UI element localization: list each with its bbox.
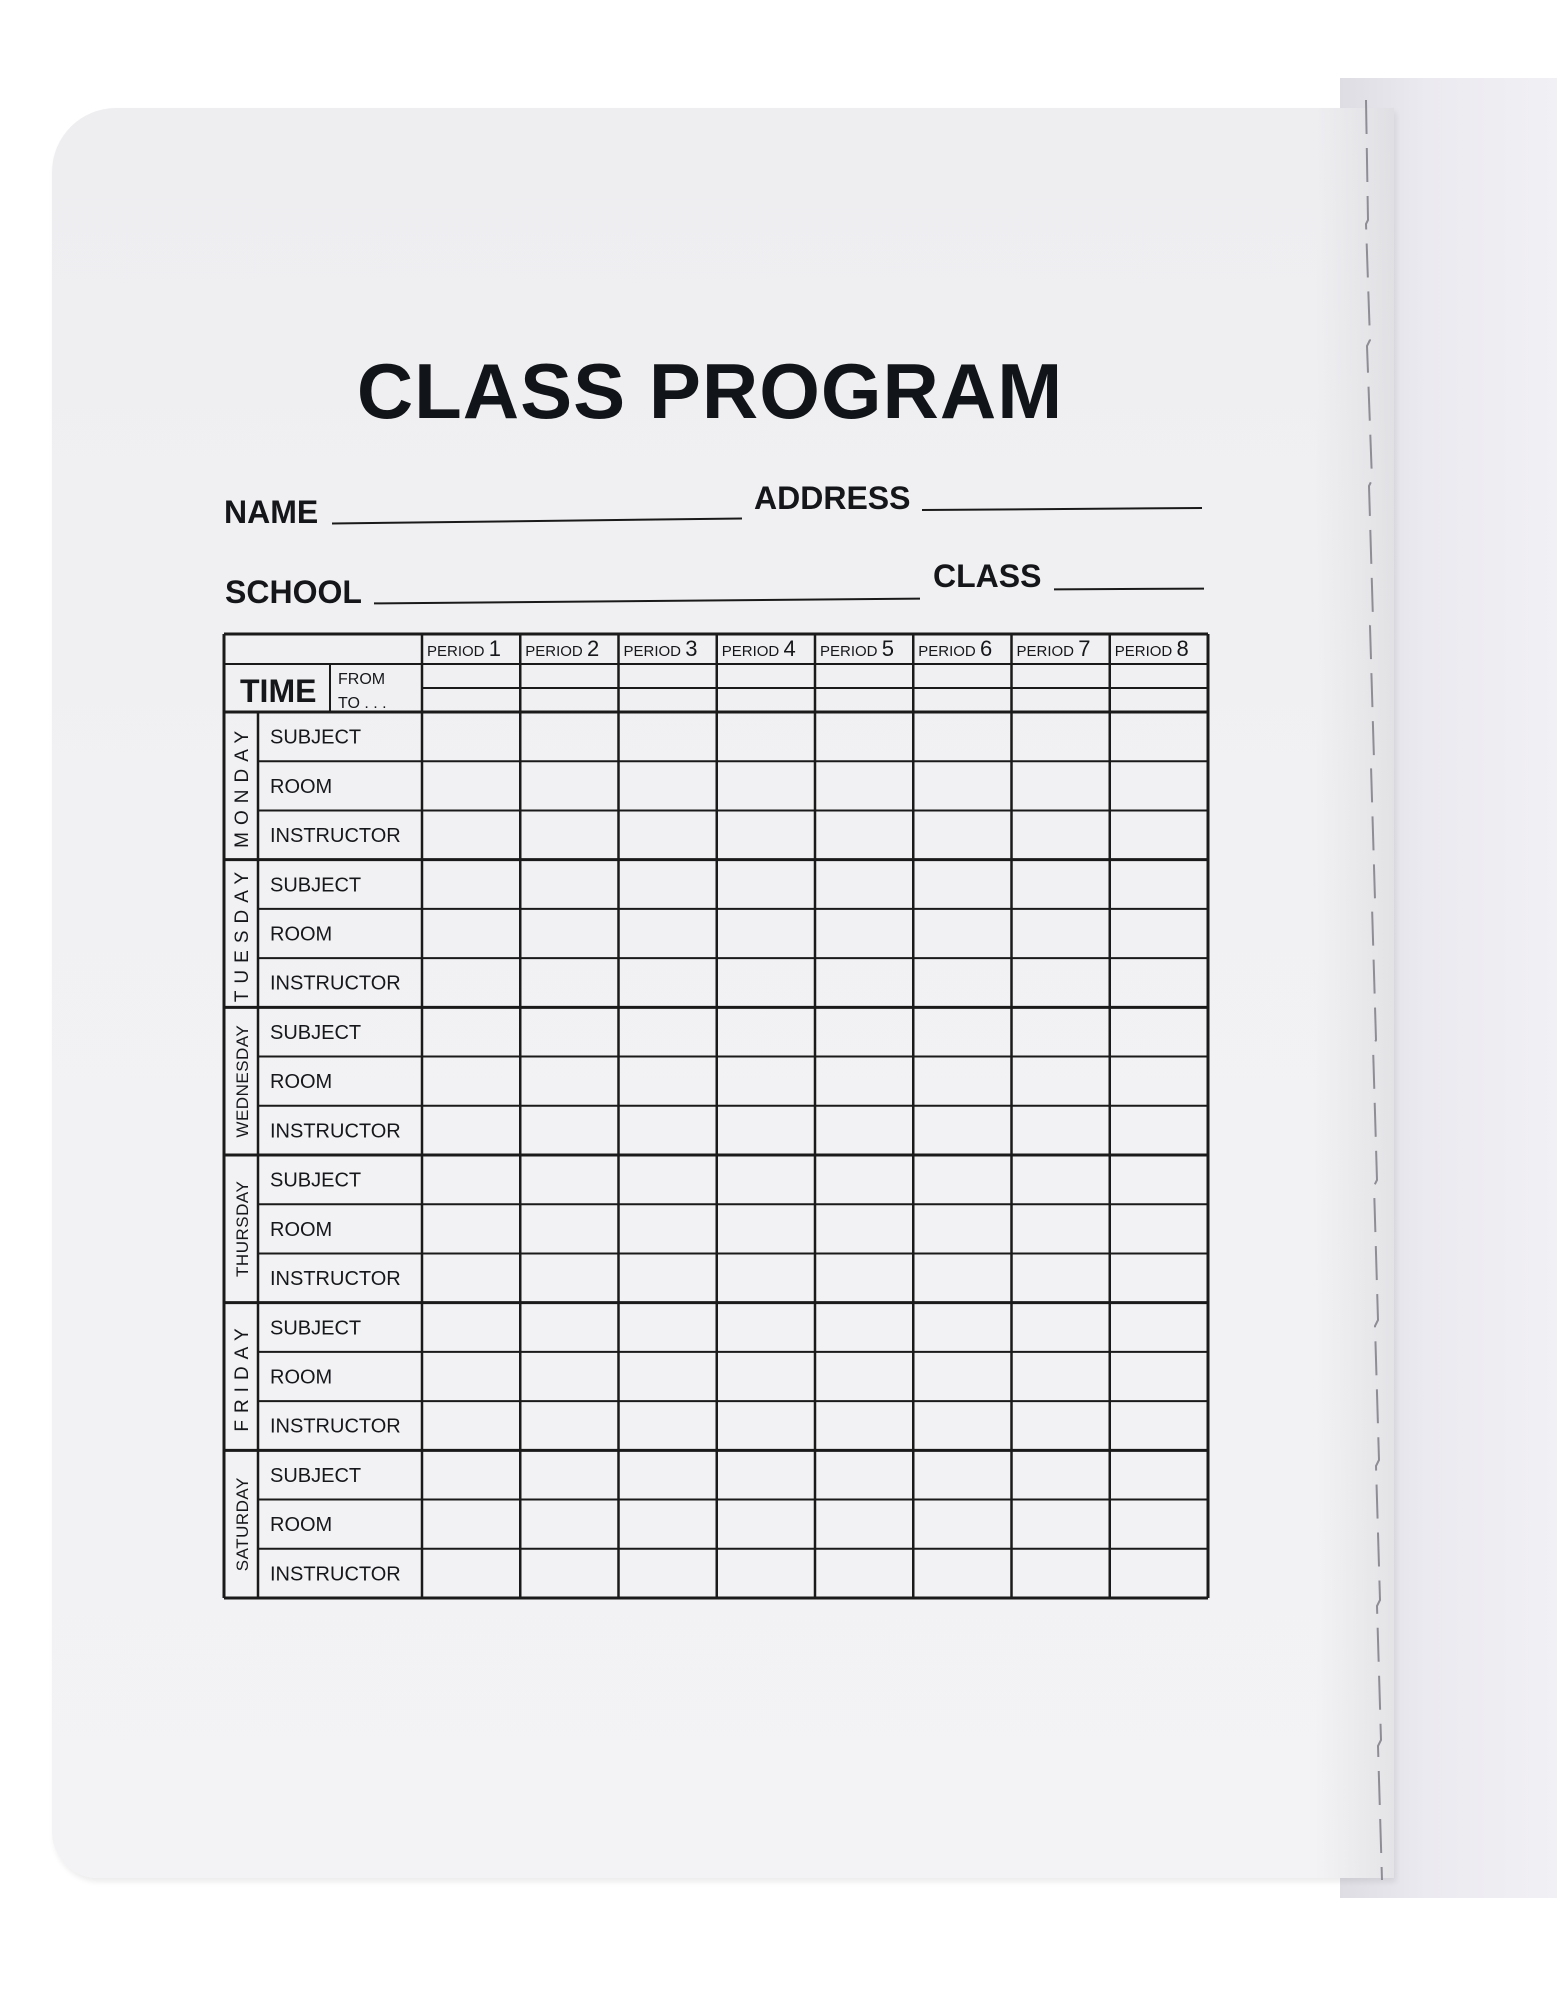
period-header-6: PERIOD 6 [918, 636, 993, 661]
row-label-room: ROOM [270, 775, 333, 798]
row-label-instructor: INSTRUCTOR [270, 825, 401, 848]
period-header-7: PERIOD 7 [1016, 636, 1091, 661]
class-label: CLASS [933, 558, 1042, 594]
period-header-8: PERIOD 8 [1114, 636, 1189, 661]
row-label-subject: SUBJECT [270, 1169, 362, 1192]
day-label-wednesday: WEDNESDAY [233, 1024, 252, 1138]
day-label-thursday: THURSDAY [233, 1180, 252, 1277]
time-from-label: FROM [338, 671, 386, 688]
period-header-4: PERIOD 4 [721, 636, 796, 661]
row-label-instructor: INSTRUCTOR [270, 1120, 401, 1143]
grid-labels [232, 636, 1189, 1585]
school-label: SCHOOL [225, 574, 362, 610]
day-label-friday: FRIDAY [232, 1321, 253, 1432]
name-label: NAME [224, 494, 319, 530]
row-label-room: ROOM [270, 1366, 333, 1389]
row-label-subject: SUBJECT [270, 874, 362, 897]
row-label-instructor: INSTRUCTOR [270, 1563, 401, 1586]
row-label-subject: SUBJECT [270, 1021, 362, 1044]
row-label-room: ROOM [270, 923, 333, 946]
address-label: ADDRESS [754, 480, 911, 516]
day-label-saturday: SATURDAY [233, 1477, 252, 1572]
time-label: TIME [240, 673, 317, 709]
row-label-room: ROOM [270, 1218, 333, 1241]
period-header-2: PERIOD 2 [525, 636, 600, 661]
period-header-3: PERIOD 3 [623, 636, 698, 661]
period-header-5: PERIOD 5 [820, 636, 894, 661]
page-title: CLASS PROGRAM [356, 347, 1064, 435]
row-label-room: ROOM [270, 1071, 333, 1094]
time-to-label: TO . . . [338, 695, 387, 712]
row-label-subject: SUBJECT [270, 1464, 362, 1487]
period-header-1: PERIOD 1 [427, 636, 501, 661]
day-label-monday: MONDAY [232, 723, 253, 848]
grid-lines [224, 634, 1208, 1598]
row-label-instructor: INSTRUCTOR [270, 1268, 401, 1291]
row-label-room: ROOM [270, 1514, 333, 1537]
day-label-tuesday: TUESDAY [232, 864, 253, 1003]
row-label-instructor: INSTRUCTOR [270, 1415, 401, 1438]
row-label-subject: SUBJECT [270, 726, 362, 749]
row-label-instructor: INSTRUCTOR [270, 972, 401, 995]
row-label-subject: SUBJECT [270, 1317, 362, 1340]
